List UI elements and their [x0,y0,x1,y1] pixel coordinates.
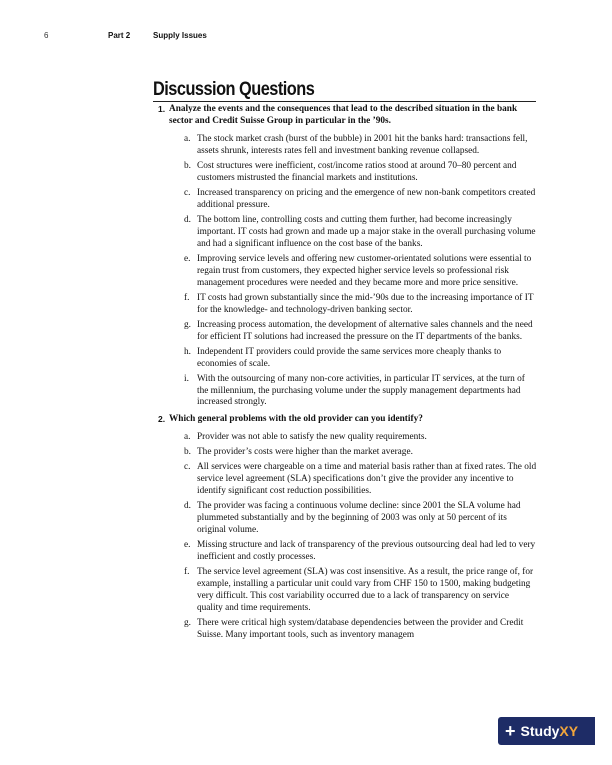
item-text: All services were chargeable on a time and material basis rather than at fixed rates. The old service level agreement (SLA) specifications don’t give the provider any incentive to identify significant cost reduction possibilities. [197,462,537,497]
list-item [184,567,537,615]
item-text: The provider was facing a continuous volume decline: since 2001 the SLA volume had plummeted substantially and by the beginning of 2003 was only at 50 percent of its original volume. [197,501,521,536]
item-text: Increased transparency on pricing and the emergence of new non-bank competitors created additional pressure. [197,187,536,210]
question-1-answers [155,134,537,410]
questions-body [155,104,537,645]
item-text: The provider’s costs were higher than the market average. [197,447,413,458]
item-label: d. [184,214,191,225]
item-text: The service level agreement (SLA) was cost insensitive. As a result, the price range of, for example, installing a particular unit could vary from CHF 150 to 1500, making budgeting very difficult. This cost variability occurred due to a lack of transparency on service quality and time requirements. [197,567,534,613]
item-label: f. [184,567,190,578]
item-label: e. [184,253,191,264]
item-text: Provider was not able to satisfy the new quality requirements. [197,432,427,443]
part-label: Part 2 [108,31,131,40]
item-label: i. [184,373,189,384]
question-2-answers [155,432,537,642]
brand-accent: XY [559,723,579,739]
list-item [184,133,537,158]
question-2 [155,414,537,426]
item-label: b. [184,447,191,458]
list-item [184,292,537,317]
item-label: a. [184,133,191,144]
title-rule [153,101,536,102]
item-text: The bottom line, controlling costs and cutting them further, had become increasingly important. IT costs had grown and made up a major stake in the overall purchasing volume and had a significant influence on the cost base of the banks. [197,214,536,249]
section-title: Discussion Questions [153,79,315,100]
list-item [184,319,537,344]
list-item [184,187,537,212]
item-label: h. [184,346,191,357]
list-item [184,447,537,459]
list-item [184,462,537,498]
part-title: Supply Issues [153,31,207,40]
item-label: b. [184,160,191,171]
item-text: With the outsourcing of many non-core activities, in particular IT services, at the turn of the millennium, the purchasing volume under the supply management departments had increased strongly. [197,373,525,408]
item-label: f. [184,292,190,303]
item-label: a. [184,432,191,443]
brand-main: Study [520,723,560,739]
item-text: The stock market crash (burst of the bubble) in 2001 hit the banks hard: transactions fell, assets shrunk, interests rates fell and investment banking revenue collapsed. [197,133,528,156]
item-text: Missing structure and lack of transparency of the previous outsourcing deal had led to very inefficient and costly processes. [197,540,536,563]
question-number: 1. [158,104,166,114]
item-label: e. [184,540,191,551]
studyxy-badge[interactable] [498,717,595,745]
item-text: IT costs had grown substantially since the mid-’90s due to the increasing importance of IT for the knowledge- and technology-driven banking sector. [197,292,534,315]
item-label: g. [184,319,191,330]
list-item [184,540,537,564]
list-item [184,160,537,185]
item-text: There were critical high system/database dependencies between the provider and Credit Suisse. Many important tools, such as inventory managem [197,618,524,640]
item-text: Independent IT providers could provide the same services more cheaply thanks to economies of scale. [197,346,502,369]
question-number: 2. [158,414,166,425]
list-item [184,618,537,642]
item-label: g. [184,618,191,629]
item-text: Increasing process automation, the development of alternative sales channels and the need for efficient IT solutions had increased the pressure on the IT departments of the banks. [197,319,533,342]
item-text: Improving service levels and offering new customer-orientated solutions were essential to regain trust from customers, they expected higher service levels so professional risk management procedures were needed and they became more and more price sensitive. [197,253,532,288]
item-label: c. [184,187,191,198]
question-text: Analyze the events and the consequences that lead to the described situation in the bank sector and Credit Suisse Group in particular in the ’90s. [169,104,518,126]
item-text: Cost structures were inefficient, cost/income ratios stood at around 70–80 percent and customers mistrusted the financial markets and institutions. [197,160,517,183]
list-item [184,373,537,410]
list-item [184,214,537,251]
plus-icon: + [505,721,516,741]
question-text: Which general problems with the old provider can you identify? [169,414,423,425]
list-item [184,253,537,290]
list-item [184,501,537,537]
item-label: c. [184,462,191,473]
list-item [184,346,537,371]
item-label: d. [184,501,191,512]
list-item [184,432,537,444]
question-1 [155,104,537,128]
page-number: 6 [44,31,49,40]
